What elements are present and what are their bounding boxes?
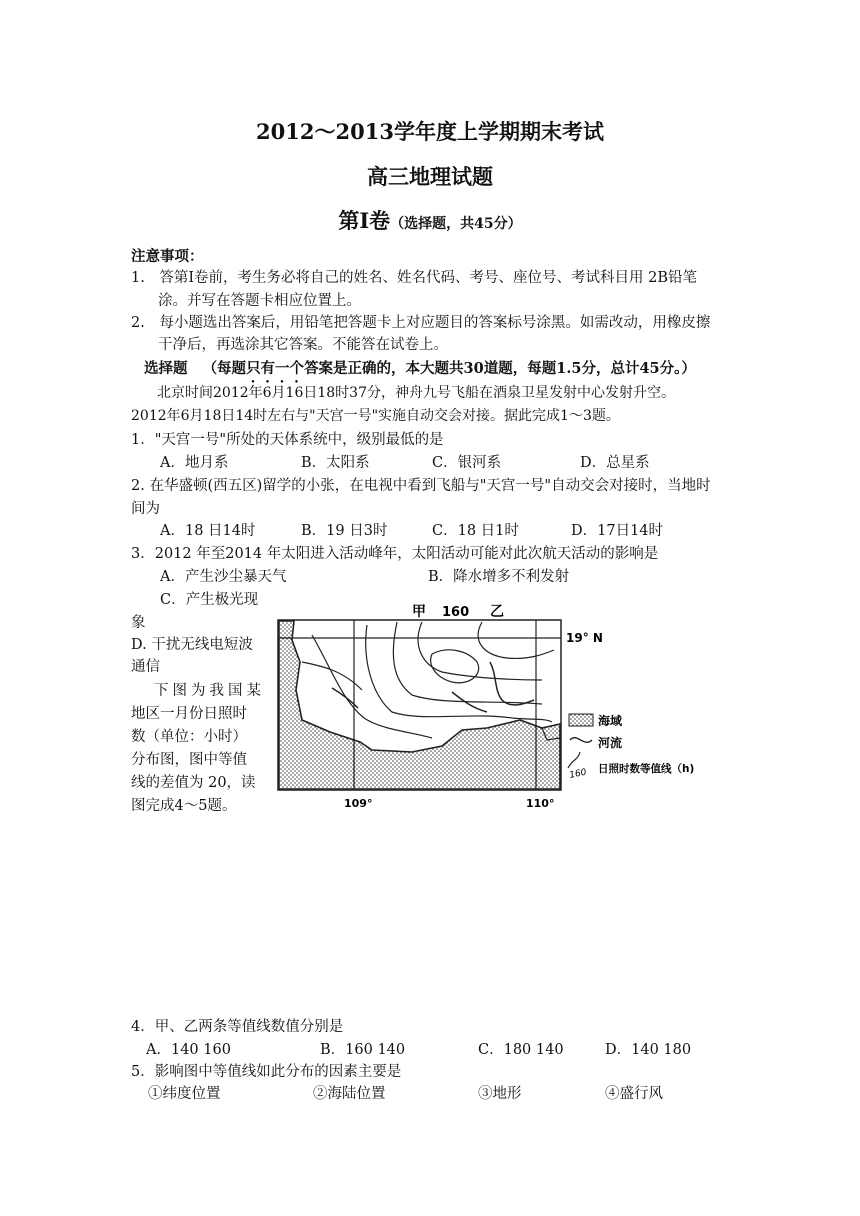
q3-option-a: A．产生沙尘暴天气	[160, 569, 287, 585]
q1-option-d: D．总星系	[580, 455, 650, 471]
question-1-stem: 1．"天宫一号"所处的天体系统中，级别最低的是	[131, 432, 444, 448]
question-5-stem: 5．影响图中等值线如此分布的因素主要是	[131, 1064, 402, 1080]
q3-option-d: D. 干扰无线电短波	[131, 637, 253, 653]
longitude-label-right: 110°	[526, 797, 555, 810]
map-legend	[568, 713, 694, 781]
q1-option-b: B．太阳系	[301, 455, 370, 471]
q2-option-a: A．18 日14时	[160, 523, 256, 539]
legend-river-swatch	[570, 738, 592, 743]
notice-heading: 注意事项：	[131, 248, 204, 265]
question-3-stem: 3．2012 年至2014 年太阳进入活动峰年，太阳活动可能对此次航天活动的影响是	[131, 546, 659, 562]
q3-option-d-wrap: 通信	[131, 659, 160, 675]
part-title-main: 第Ⅰ卷	[338, 208, 391, 233]
q5-option-2: ②海陆位置	[313, 1086, 386, 1102]
legend-river-label: 河流	[598, 736, 623, 750]
legend-isoline-value: 160	[568, 767, 588, 781]
subject-title: 高三地理试题	[367, 164, 493, 189]
passage-1-line-2: 2012年6月18日14时左右与"天宫一号"实施自动交会对接。据此完成1～3题。	[131, 408, 620, 424]
passage-2-line-1: 下图为我国某	[154, 683, 265, 699]
legend-isoline-swatch	[568, 752, 580, 768]
exam-title: 2012～2013学年度上学期期末考试	[256, 119, 604, 144]
notice-item-1-line-2: 涂。并写在答题卡相应位置上。	[158, 293, 361, 309]
rule-pre: （每题	[202, 360, 247, 377]
q2-option-d: D．17日14时	[571, 523, 664, 539]
q2-option-c: C．18 日1时	[432, 523, 519, 539]
question-4-stem: 4．甲、乙两条等值线数值分别是	[131, 1019, 344, 1035]
q5-option-1: ①纬度位置	[148, 1086, 221, 1102]
q1-option-c: C．银河系	[432, 455, 502, 471]
q4-option-c: C．180 140	[478, 1042, 564, 1058]
q4-option-a: A．140 160	[146, 1042, 231, 1058]
q5-option-4: ④盛行风	[605, 1086, 663, 1102]
passage-1-line-1: 北京时间2012年6月16日18时37分，神舟九号飞船在酒泉卫星发射中心发射升空。	[157, 385, 675, 401]
part-title	[0, 205, 860, 235]
label-jia: 甲	[412, 604, 426, 620]
q4-option-b: B．160 140	[320, 1042, 406, 1058]
q3-option-c-wrap: 象	[131, 615, 146, 631]
longitude-label-left: 109°	[344, 797, 373, 810]
question-2-stem-line-2: 间为	[131, 501, 160, 517]
rule-post: 答案是正确的，本大题共30道题，每题1.5分，总计45分。）	[304, 360, 696, 377]
passage-2-line-2: 地区一月份日照时	[131, 706, 247, 722]
notice-item-2-line-1: 2. 每小题选出答案后，用铅笔把答题卡上对应题目的答案标号涂黑。如需改动，用橡皮擦	[131, 315, 711, 331]
q3-option-b: B．降水增多不利发射	[428, 569, 570, 585]
label-160: 160	[442, 605, 470, 620]
rule-emphasis: 只有一个	[246, 360, 305, 377]
notice-item-2-line-2: 干净后，再选涂其它答案。不能答在试卷上。	[158, 337, 448, 353]
legend-sea-label: 海域	[598, 714, 623, 728]
passage-2-line-6: 图完成4～5题。	[131, 798, 237, 814]
part-title-sub: （选择题，共45分）	[390, 216, 522, 232]
latitude-label: 19° N	[566, 631, 603, 645]
legend-sea-swatch	[569, 714, 593, 726]
q3-option-c: C．产生极光现	[160, 592, 259, 608]
label-yi: 乙	[490, 604, 504, 620]
q2-option-b: B．19 日3时	[301, 523, 388, 539]
q4-option-d: D．140 180	[605, 1042, 692, 1058]
sunshine-hours-map	[272, 600, 707, 815]
q5-option-3: ③地形	[478, 1086, 522, 1102]
q1-option-a: A．地月系	[160, 455, 229, 471]
legend-isoline-label: 日照时数等值线（h)	[598, 763, 695, 775]
passage-2-line-3: 数（单位：小时）	[131, 729, 247, 745]
passage-2-line-5: 线的差值为 20，读	[131, 775, 256, 791]
section-label: 选择题	[144, 360, 188, 377]
question-2-stem-line-1: 2. 在华盛顿(西五区)留学的小张，在电视中看到飞船与"天宫一号"自动交会对接时，当地时	[131, 478, 711, 494]
passage-2-line-4: 分布图，图中等值	[131, 752, 247, 768]
notice-item-1-line-1: 1. 答第Ⅰ卷前，考生务必将自己的姓名、姓名代码、考号、座位号、考试科目用 2B铅笔	[131, 270, 698, 286]
